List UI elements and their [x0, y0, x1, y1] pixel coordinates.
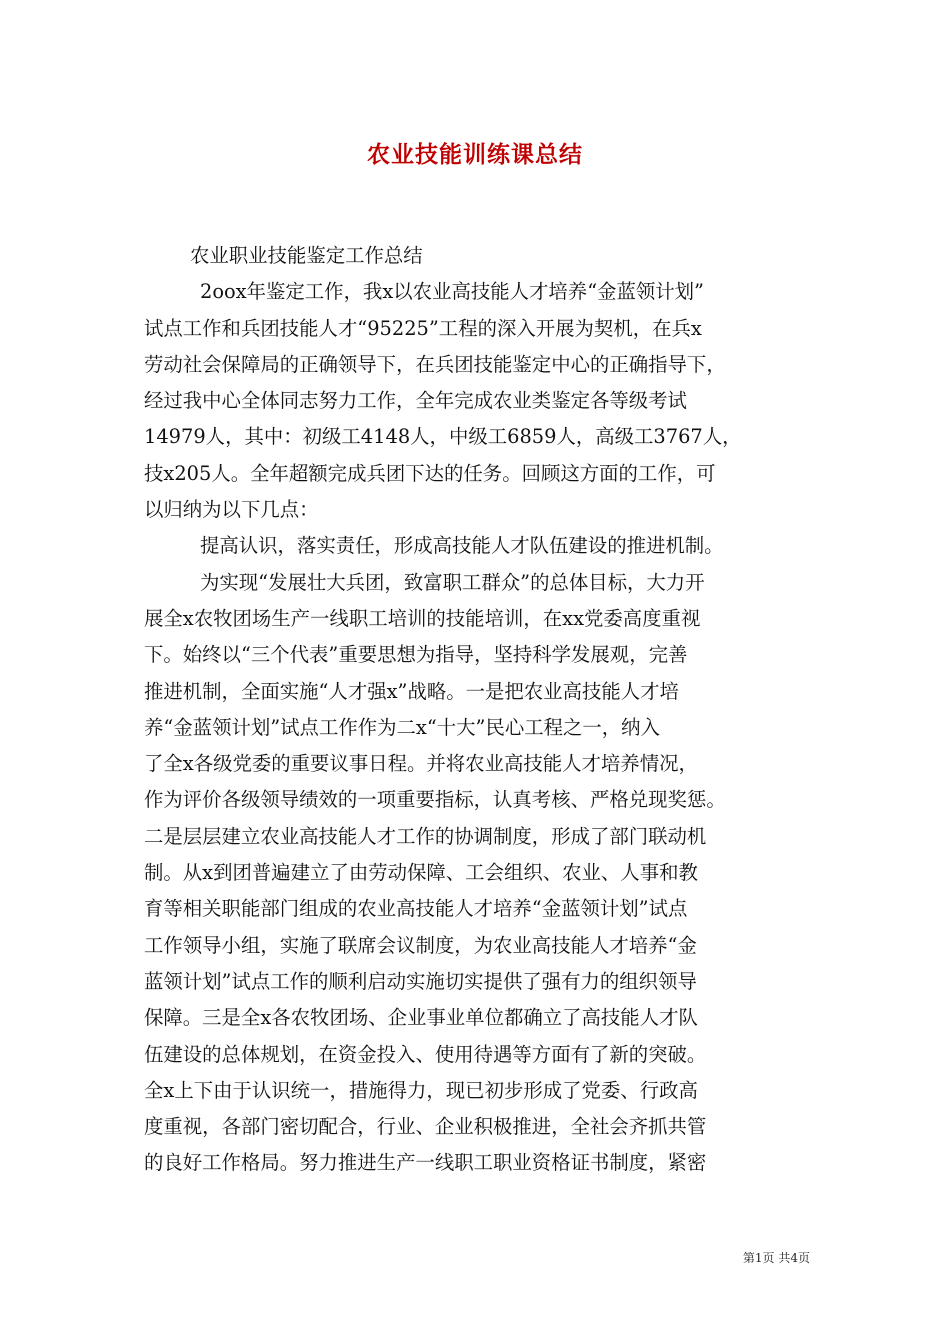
document-body — [144, 238, 808, 1182]
paragraph-line: 二是层层建立农业高技能人才工作的协调制度，形成了部门联动机 — [144, 824, 707, 848]
paragraph-line: 作为评价各级领导绩效的一项重要指标，认真考核、严格兑现奖惩。 — [144, 788, 726, 812]
paragraph-line: 劳动社会保障局的正确领导下，在兵团技能鉴定中心的正确指导下， — [144, 352, 726, 376]
paragraph-line: 育等相关职能部门组成的农业高技能人才培养“金蓝领计划”试点 — [144, 897, 688, 921]
paragraph-line: 下。始终以“三个代表”重要思想为指导，坚持科学发展观，完善 — [144, 643, 688, 667]
paragraph-line: 度重视，各部门密切配合，行业、企业积极推进，全社会齐抓共管 — [144, 1115, 707, 1139]
paragraph-line: 蓝领计划”试点工作的顺利启动实施切实提供了强有力的组织领导 — [144, 969, 697, 993]
paragraph-line: 试点工作和兵团技能人才“95225”工程的深入开展为契机，在兵x — [144, 316, 702, 340]
paragraph-line: 技x205人。全年超额完成兵团下达的任务。回顾这方面的工作，可 — [144, 461, 716, 485]
page-number: 第1页 共4页 — [742, 1251, 810, 1265]
paragraph-line: 养“金蓝领计划”试点工作作为二x“十大”民心工程之一，纳入 — [144, 715, 660, 739]
section-heading: 农业职业技能鉴定工作总结 — [190, 244, 423, 267]
paragraph-line: 推进机制，全面实施“人才强x”战略。一是把农业高技能人才培 — [144, 679, 679, 703]
paragraph-line: 以归纳为以下几点： — [144, 498, 319, 522]
paragraph-line: 的良好工作格局。努力推进生产一线职工职业资格证书制度，紧密 — [144, 1151, 707, 1175]
paragraph-line: 伍建设的总体规划，在资金投入、使用待遇等方面有了新的突破。 — [144, 1042, 707, 1066]
paragraph-line: 了全x各级党委的重要议事日程。并将农业高技能人才培养情况， — [144, 752, 698, 776]
paragraph-line: 提高认识，落实责任，形成高技能人才队伍建设的推进机制。 — [200, 534, 724, 558]
paragraph-line: 经过我中心全体同志努力工作，全年完成农业类鉴定各等级考试 — [144, 389, 687, 413]
document-title: 农业技能训练课总结 — [367, 141, 583, 168]
paragraph-line: 工作领导小组，实施了联席会议制度，为农业高技能人才培养“金 — [144, 933, 697, 957]
paragraph-line: 14979人，其中：初级工4148人，中级工6859人，高级工3767人， — [144, 425, 742, 449]
paragraph-line: 保障。三是全x各农牧团场、企业事业单位都确立了高技能人才队 — [144, 1006, 698, 1030]
paragraph-line: 为实现“发展壮大兵团，致富职工群众”的总体目标，大力开 — [200, 570, 705, 594]
paragraph-line: 制。从x到团普遍建立了由劳动保障、工会组织、农业、人事和教 — [144, 861, 698, 885]
paragraph-line: 展全x农牧团场生产一线职工培训的技能培训，在xx党委高度重视 — [144, 606, 701, 630]
paragraph-line: 2oox年鉴定工作，我x以农业高技能人才培养“金蓝领计划” — [200, 280, 704, 304]
paragraph-line: 全x上下由于认识统一，措施得力，现已初步形成了党委、行政高 — [144, 1078, 698, 1102]
